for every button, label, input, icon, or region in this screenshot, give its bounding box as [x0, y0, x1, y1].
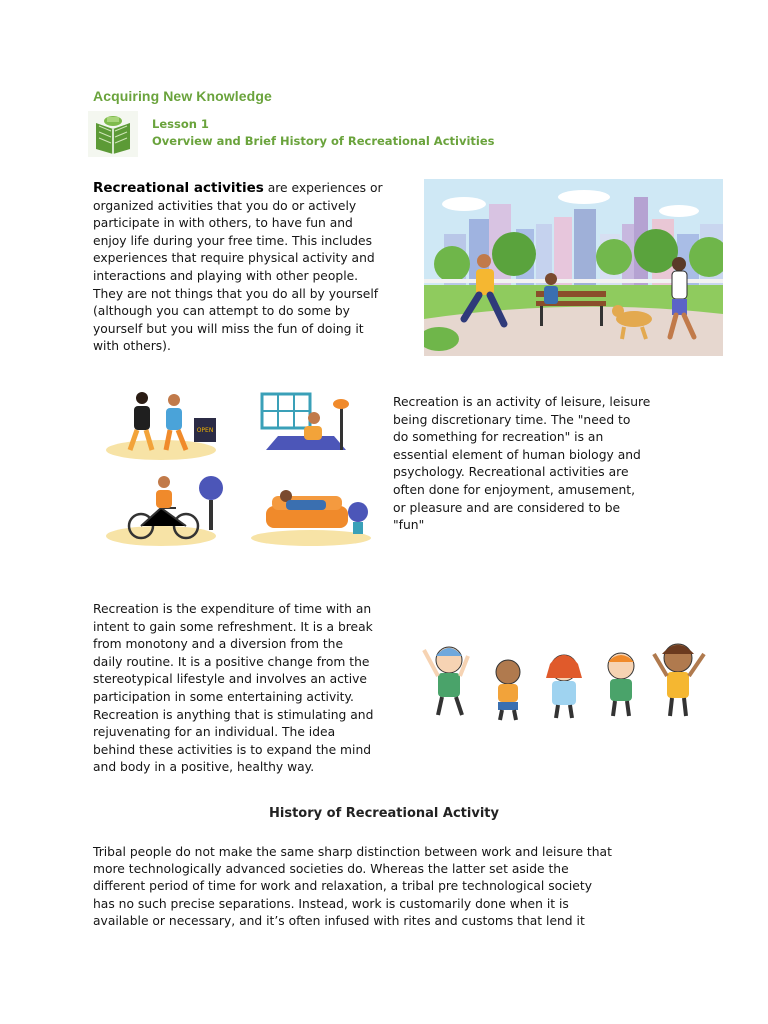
intro-line: participate in with others, to have fun and: [93, 216, 353, 231]
expenditure-line: from monotony and a diversion from the: [93, 637, 344, 652]
kids-illustration: [416, 620, 716, 730]
intro-paragraph: [93, 180, 411, 356]
activities-illustration: [106, 388, 374, 550]
leisure-line: do something for recreation" is an: [393, 430, 604, 445]
section-title: Acquiring New Knowledge: [93, 88, 272, 104]
intro-line: They are not things that you do all by yourself: [93, 286, 379, 301]
expenditure-line: and body in a positive, healthy way.: [93, 760, 315, 775]
expenditure-line: stereotypical lifestyle and involves an active: [93, 672, 367, 687]
lesson-number: Lesson 1: [152, 117, 209, 131]
leisure-line: "fun": [393, 518, 425, 533]
lesson-title: Overview and Brief History of Recreational Activities: [152, 134, 495, 148]
expenditure-line: behind these activities is to expand the mind: [93, 742, 372, 757]
intro-line: experiences that require physical activity and: [93, 251, 375, 266]
history-line: more technologically advanced societies do. Whereas the latter set aside the: [93, 862, 569, 877]
intro-line: (although you can attempt to do some by: [93, 304, 350, 319]
leisure-paragraph: [393, 394, 683, 535]
intro-line: with others).: [93, 339, 171, 354]
history-line: Tribal people do not make the same sharp distinction between work and leisure that: [93, 845, 612, 859]
leisure-line: or pleasure and are considered to be: [393, 500, 621, 515]
expenditure-paragraph: [93, 601, 411, 777]
history-line: available or necessary, and it’s often infused with rites and customs that lend it: [93, 913, 585, 928]
expenditure-line: Recreation is anything that is stimulating and: [93, 707, 374, 722]
leisure-line: psychology. Recreational activities are: [393, 465, 629, 480]
book-icon: [88, 111, 138, 157]
leisure-line: Recreation is an activity of leisure, leisure: [393, 395, 651, 409]
intro-line: are experiences or: [263, 181, 383, 195]
park-illustration: [424, 179, 723, 356]
history-line: different period of time for work and relaxation, a tribal pre technological society: [93, 879, 592, 894]
history-title: History of Recreational Activity: [269, 806, 499, 821]
history-line: has no such precise separations. Instead, work is customarily done when it is: [93, 896, 569, 911]
intro-line: organized activities that you do or actively: [93, 198, 357, 213]
expenditure-line: participation in some entertaining activity.: [93, 689, 354, 704]
expenditure-line: intent to gain some refreshment. It is a break: [93, 619, 373, 634]
expenditure-line: daily routine. It is a positive change from the: [93, 654, 370, 669]
expenditure-line: Recreation is the expenditure of time with an: [93, 602, 372, 616]
intro-line: yourself but you will miss the fun of doing it: [93, 321, 364, 336]
intro-line: interactions and playing with other people.: [93, 268, 359, 283]
history-paragraph: [93, 844, 703, 930]
open-sign-text: OPEN: [196, 427, 214, 434]
leisure-line: essential element of human biology and: [393, 447, 641, 462]
leisure-line: often done for enjoyment, amusement,: [393, 482, 636, 497]
intro-lead-term: Recreational activities: [93, 180, 264, 196]
leisure-line: being discretionary time. The "need to: [393, 412, 631, 427]
expenditure-line: rejuvenating for an individual. The idea: [93, 725, 336, 740]
intro-line: enjoy life during your free time. This includes: [93, 233, 373, 248]
